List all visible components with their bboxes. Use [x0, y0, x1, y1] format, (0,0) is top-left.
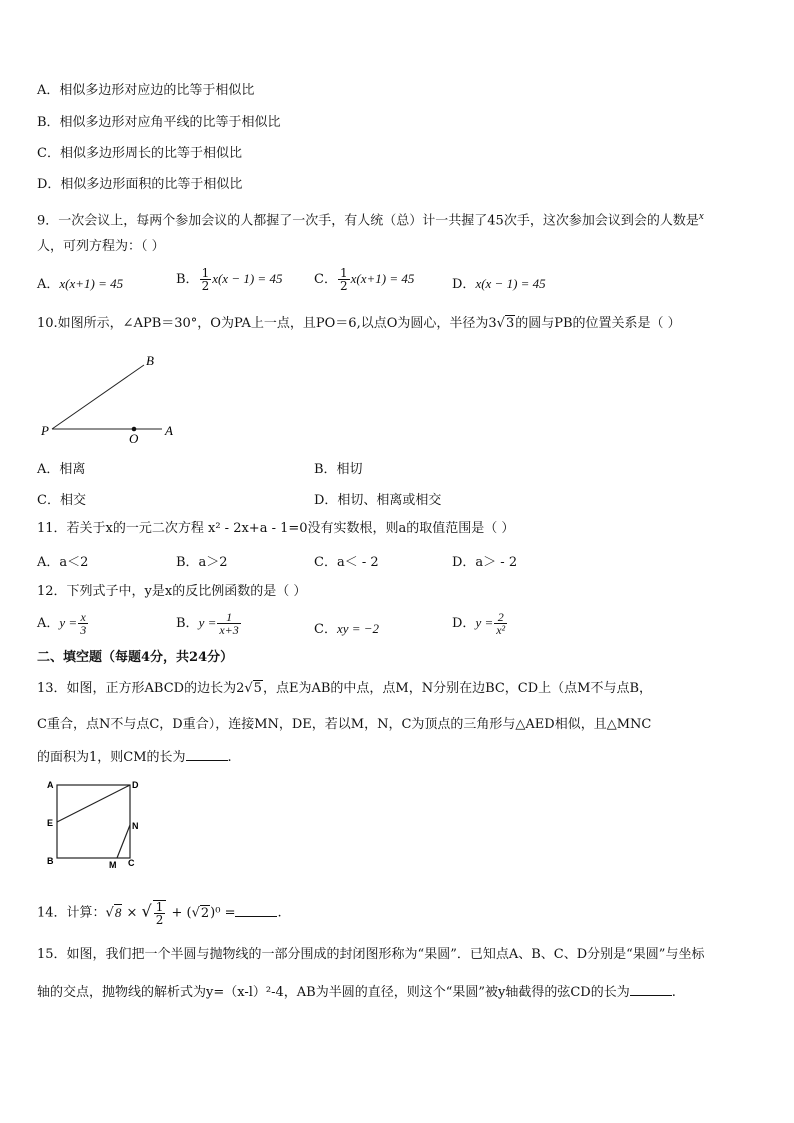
q14-tail: )⁰ =: [210, 905, 236, 921]
q10-stem-root: 3: [505, 316, 515, 331]
q9-option-d: [452, 273, 546, 292]
q12-option-b: [176, 611, 242, 636]
q9-option-b-eq: x(x − 1) = 45: [212, 271, 283, 286]
q10-label-a: A: [165, 423, 173, 438]
q10-figure: [30, 345, 190, 445]
q13-label-d: D: [132, 780, 139, 790]
q13-line1: 13．如图，正方形ABCD的边长为2√5，点E为AB的中点，点M，N分别在边BC，CD上（点M不与点B，: [37, 681, 653, 696]
q14-half: $\frac{1}{2}$: [153, 900, 167, 926]
q9-option-b-half: $\frac{1}{2}$: [201, 266, 210, 293]
q13-square: [57, 785, 130, 858]
q15-line1: 15．如图，我们把一个半圆与抛物线的一部分围成的封闭图形称为“果圆”．已知点A、B、C、D分别是“果圆”与坐标: [37, 947, 705, 962]
q9-option-c-eq: x(x+1) = 45: [350, 271, 415, 286]
q9-option-b: [176, 267, 282, 292]
q11-option-b: B．a＞2: [176, 555, 228, 570]
q9-option-d-label: D．: [452, 277, 476, 292]
q12-option-b-label: B．: [176, 616, 199, 631]
q13-figure: [42, 777, 152, 872]
q12-option-d-lhs: y =: [475, 615, 494, 630]
q15-line2-text: 轴的交点，抛物线的解析式为y=（x-l）²-4，AB为半圆的直径，则这个“果圆”被y轴截得的弦CD的长为: [37, 985, 630, 1000]
q11-option-a: A．a＜2: [37, 555, 89, 570]
q13-line1-a: 13．如图，正方形ABCD的边长为2: [37, 681, 245, 696]
q14-plus: + (: [167, 905, 192, 921]
q13-answer-blank[interactable]: [186, 748, 228, 761]
q12-option-c: [314, 618, 379, 637]
q9-option-a-label: A．: [37, 277, 60, 292]
q9-stem-line1: [37, 207, 704, 230]
q10-option-b: B．相切: [314, 462, 363, 477]
q10-option-a: A．相离: [37, 462, 86, 477]
q13-segment-de: [57, 785, 130, 822]
q14-root-2: 2: [200, 905, 210, 921]
q12-option-d-label: D．: [452, 616, 476, 631]
q13-line1-b: ，点E为AB的中点，点M，N分别在边BC，CD上（点M不与点B，: [262, 681, 653, 696]
q13-label-e: E: [47, 818, 54, 828]
section-heading-fill-in: 二、填空题（每题4分，共24分）: [37, 650, 234, 665]
q12-option-a-frac: $\frac{x}{3}$: [80, 610, 87, 637]
q9-option-c-label: C．: [314, 272, 337, 287]
q13-line1-root: 5: [253, 681, 262, 696]
q9-option-a: [37, 273, 123, 292]
q10-label-o: O: [129, 431, 139, 445]
q10-ray-pb: [52, 365, 144, 429]
q13-label-m: M: [109, 860, 117, 870]
q11-option-c: C．a＜ - 2: [314, 555, 379, 570]
q9-stem-text: 9．一次会议上，每两个参加会议的人都握了一次手，有人统（总）计一共握了45次手，这次参加会议到会的人数是: [37, 213, 699, 229]
q13-line3-end: .: [227, 750, 232, 765]
q13-label-b: B: [47, 856, 54, 866]
q12-option-d: [452, 611, 508, 636]
q13-label-n: N: [132, 821, 139, 831]
q11-option-d: D．a＞ - 2: [452, 555, 518, 570]
q13-label-c: C: [128, 858, 135, 868]
q9-stem-line2: 人，可列方程为：（ ）: [37, 239, 165, 254]
q9-option-b-label: B．: [176, 272, 199, 287]
q12-option-d-frac: $\frac{2}{\text{x²}}$: [496, 610, 506, 637]
q13-segment-mn: [117, 825, 130, 858]
q12-option-b-lhs: y =: [198, 615, 217, 630]
q12-option-a-lhs: y =: [59, 615, 78, 630]
q11-stem: 11．若关于x的一元二次方程 x² - 2x+a - 1=0没有实数根，则a的取值范围是（ ）: [37, 521, 515, 536]
q13-line3-text: 的面积为1，则CM的长为: [37, 750, 186, 765]
q10-option-c: C．相交: [37, 493, 86, 508]
q10-stem-b: 的圆与PB的位置关系是（ ）: [515, 316, 681, 331]
q14-answer-blank[interactable]: [235, 904, 277, 917]
q15-line2: [37, 983, 676, 1002]
q15-answer-blank[interactable]: [630, 983, 672, 996]
q12-option-c-eq: xy = −2: [336, 621, 380, 636]
q8-option-b: B．相似多边形对应角平线的比等于相似比: [37, 115, 281, 130]
q12-option-a-label: A．: [37, 616, 60, 631]
q9-option-d-eq: x(x − 1) = 45: [475, 276, 546, 291]
q9-option-c: [314, 267, 414, 292]
q10-option-d: D．相切、相离或相交: [314, 493, 442, 508]
q10-stem-a: 10.如图所示，∠APB＝30°，O为PA上一点，且PO＝6,以点O为圆心，半径为3: [37, 316, 497, 331]
q10-label-p: P: [41, 423, 49, 438]
q8-option-d: D．相似多边形面积的比等于相似比: [37, 177, 243, 192]
q14-prefix: 14．计算：: [37, 905, 106, 921]
q9-option-a-eq: x(x+1) = 45: [59, 276, 124, 291]
q12-option-a: [37, 611, 89, 636]
q14-times: ×: [122, 905, 142, 921]
q14-line: 14．计算：√8 × √ $\frac{1}{2}$ + (√2)⁰ = .: [37, 900, 282, 927]
q10-stem: 10.如图所示，∠APB＝30°，O为PA上一点，且PO＝6,以点O为圆心，半径为3√3的圆与PB的位置关系是（ ）: [37, 316, 681, 331]
q13-line2: C重合，点N不与点C，D重合），连接MN，DE，若以M，N，C为顶点的三角形与△AED相似，且△MNC: [37, 717, 652, 732]
q12-option-c-label: C．: [314, 622, 337, 637]
q8-option-c: C．相似多边形周长的比等于相似比: [37, 146, 242, 161]
q8-option-a: A．相似多边形对应边的比等于相似比: [37, 83, 255, 98]
q9-option-c-half: $\frac{1}{2}$: [339, 266, 348, 293]
q13-line3: [37, 748, 232, 767]
q15-line2-end: .: [671, 985, 676, 1000]
q14-root-8: 8: [114, 904, 122, 920]
q10-label-b: B: [146, 353, 154, 368]
q12-stem: 12．下列式子中，y是x的反比例函数的是（ ）: [37, 584, 307, 599]
q13-label-a: A: [47, 780, 54, 790]
q9-stem-var: x: [698, 210, 704, 222]
q14-end: .: [277, 905, 282, 921]
q12-option-b-frac: $\frac{1}{x+3}$: [219, 610, 239, 637]
